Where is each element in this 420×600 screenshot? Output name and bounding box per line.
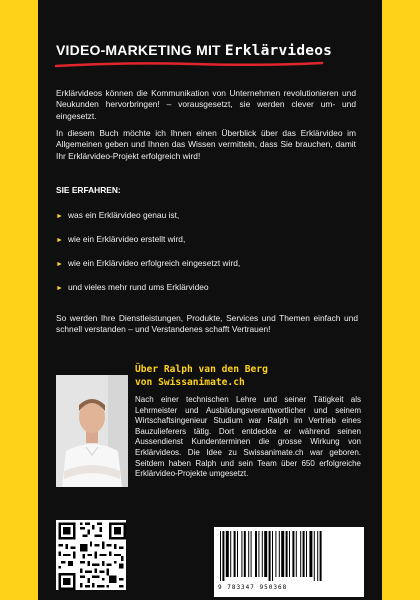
barcode-bar: [241, 531, 242, 577]
barcode-bar: [279, 531, 280, 577]
intro-paragraph-1: Erklärvideos können die Kommunikation von Unternehmen revolutionieren und Neukunden hervorbringen! – vorausgesetzt, sie werden clever um- und eingesetzt.: [56, 88, 356, 121]
barcode-bar: [264, 531, 267, 577]
barcode-bar: [292, 531, 294, 577]
bullet-icon: ►: [56, 285, 63, 292]
barcode-bar: [234, 531, 236, 577]
learn-item: ► wie ein Erklärvideo erfolgreich eingesetzt wird,: [56, 258, 241, 268]
title-highlight: Erklärvideos: [224, 43, 333, 59]
barcode-bar: [251, 531, 252, 577]
cover-title: [56, 42, 332, 59]
barcode-bar: [237, 531, 238, 577]
intro-paragraph-2: In diesem Buch möchte ich Ihnen einen Überblick über das Erklärvideo im Allgemeinen geben und Ihnen das Wissen vermitteln, dass Sie brauchen, damit Ihr Erklärvideo-Projekt erfolgreich wird!: [56, 128, 356, 161]
barcode-bar: [286, 531, 288, 577]
barcode-bar: [317, 531, 318, 581]
book-back-cover: [38, 0, 382, 600]
barcode-bar: [258, 531, 259, 577]
barcode-bar: [255, 531, 257, 577]
title-prefix: VIDEO-MARKETING MIT: [56, 42, 221, 58]
author-photo: [56, 375, 128, 487]
learn-item: ► wie ein Erklärvideo erstellt wird,: [56, 234, 186, 244]
barcode-bar: [220, 531, 221, 581]
barcode-bars: [214, 527, 364, 583]
barcode-bar: [222, 531, 224, 581]
learn-item: ► und vieles mehr rund ums Erklärvideo: [56, 282, 209, 292]
barcode-digits: 9 783347 950368: [218, 584, 288, 591]
barcode-bar: [320, 531, 322, 581]
learn-item: ► was ein Erklärvideo genau ist,: [56, 210, 180, 220]
barcode-bar: [289, 531, 290, 577]
learn-heading: SIE ERFAHREN:: [56, 185, 121, 195]
author-bio: Nach einer technischen Lehre und seiner Tätigkeit als Lehrmeister und Ausbildungsverantwortlicher und seinem Wirtschaftsingenieur Studium war Ralph im Vertrieb eines Bauzulieferers tätig. Dort entdeckte er während seinen Aussendienst Kundenterminen die grosse Wirkung von Erklärvideos. Die Idee zu Swissanimate.ch war geboren. Seitdem haben Ralph und sein Team über 650 erfolgreiche Erklärvideo-Projekte umgesetzt.: [135, 395, 361, 479]
barcode-bar: [314, 531, 315, 581]
qr-code[interactable]: [56, 520, 126, 590]
barcode-bar: [296, 531, 297, 577]
barcode-bar: [244, 531, 246, 577]
barcode-bar: [226, 531, 229, 577]
barcode-bar: [281, 531, 284, 577]
barcode-bar: [303, 531, 305, 577]
bullet-icon: ►: [56, 261, 63, 268]
barcode-bar: [309, 531, 312, 577]
barcode-bar: [248, 531, 249, 577]
title-underline: [54, 60, 324, 70]
barcode-bar: [300, 531, 301, 577]
barcode-bar: [306, 531, 307, 577]
barcode-bar: [230, 531, 231, 577]
bullet-icon: ►: [56, 213, 63, 220]
bullet-icon: ►: [56, 237, 63, 244]
closing-paragraph: So werden Ihre Dienstleistungen, Produkte, Services und Themen einfach und schnell verstanden – und Verstandenes schafft Vertrauen!: [56, 313, 358, 335]
barcode-bar: [262, 531, 263, 577]
barcode-bar: [275, 531, 276, 577]
barcode-bar: [269, 531, 271, 581]
barcode-bar: [272, 531, 273, 581]
author-heading: Über Ralph van den Berg von Swissanimate.ch: [135, 364, 268, 388]
